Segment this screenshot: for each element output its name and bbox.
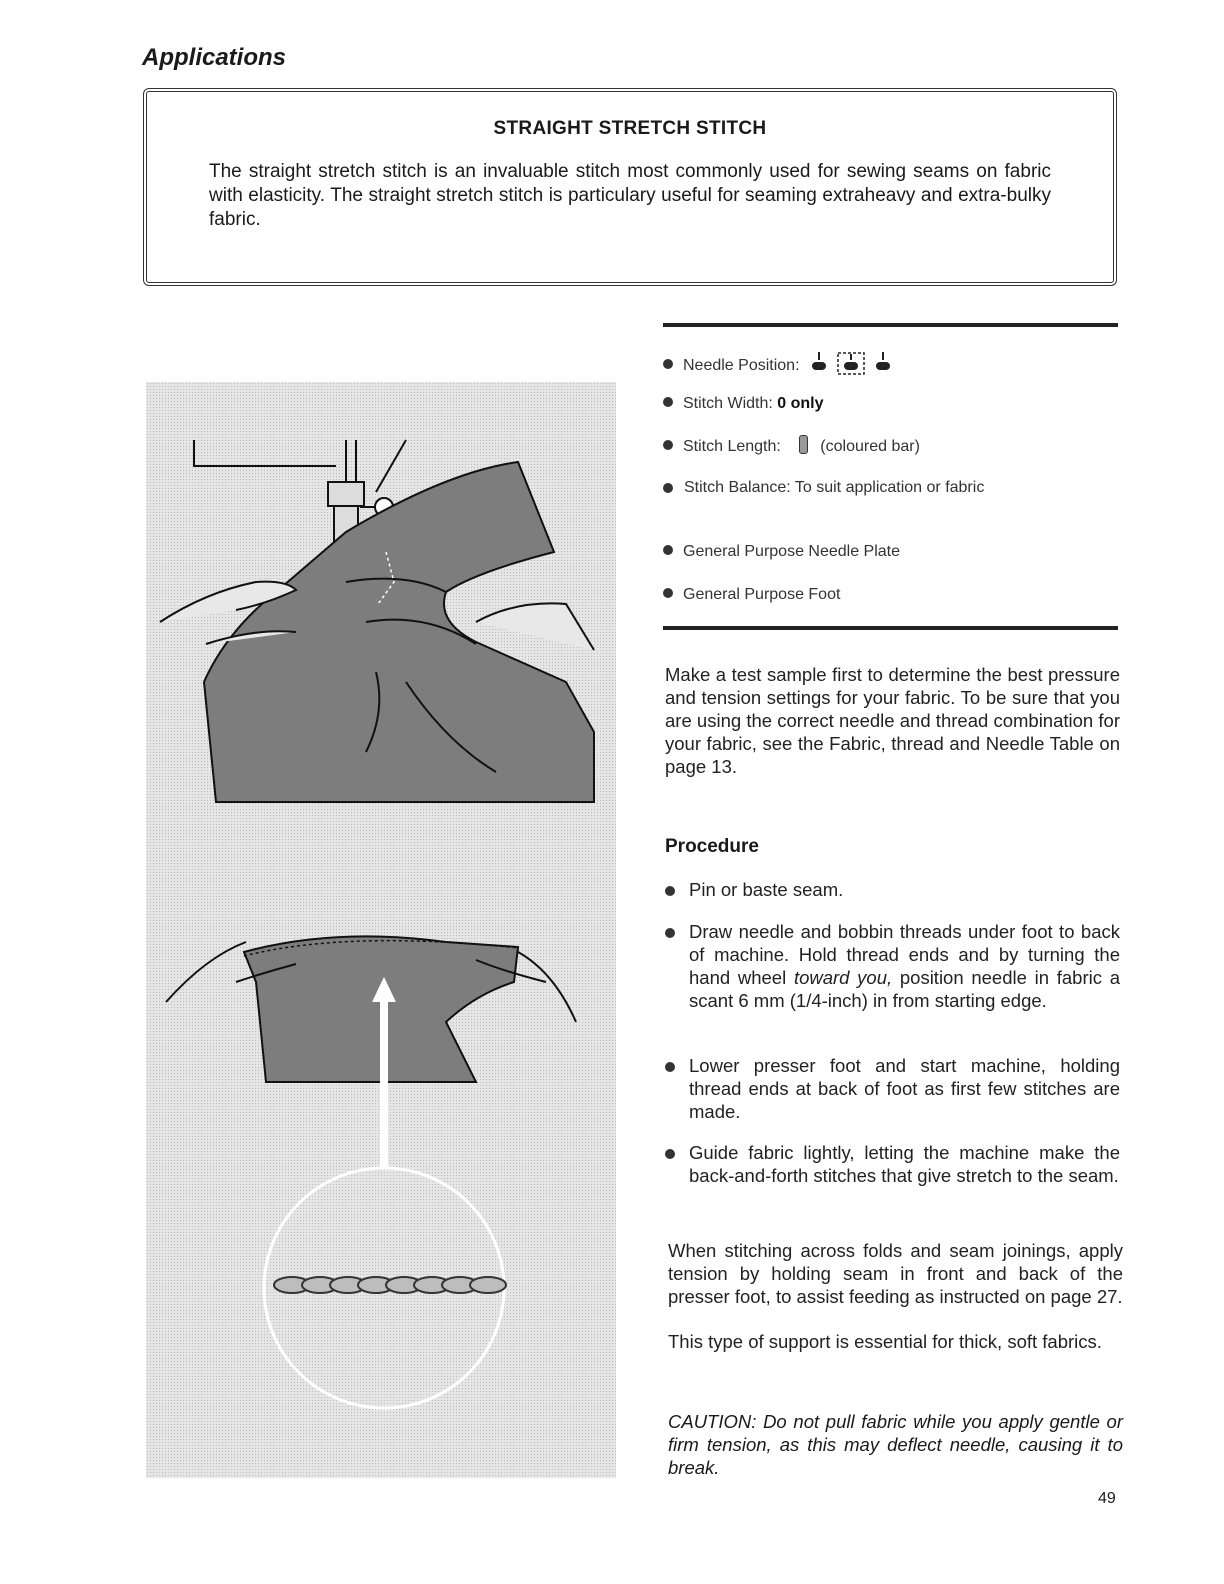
needle-position-icon bbox=[810, 350, 894, 376]
procedure-step: Lower presser foot and start machine, holding thread ends at back of foot as first few stitches are made. bbox=[665, 1054, 1120, 1123]
intro-box bbox=[143, 88, 1117, 286]
procedure-step: Guide fabric lightly, letting the machine make the back-and-forth stitches that give stretch to the seam. bbox=[665, 1141, 1120, 1187]
spec-needle-plate: General Purpose Needle Plate bbox=[663, 541, 900, 562]
procedure-step: Pin or baste seam. bbox=[665, 878, 1120, 901]
bullet-icon bbox=[665, 1149, 675, 1159]
bullet-icon bbox=[663, 545, 673, 555]
support-paragraph: This type of support is essential for thick, soft fabrics. bbox=[668, 1331, 1102, 1352]
spec-stitch-length: Stitch Length: (coloured bar) bbox=[663, 435, 920, 457]
divider bbox=[663, 626, 1118, 630]
bullet-icon bbox=[663, 440, 673, 450]
page-number: 49 bbox=[1098, 1490, 1116, 1507]
spec-stitch-width: Stitch Width: 0 only bbox=[663, 393, 824, 414]
bullet-icon bbox=[663, 397, 673, 407]
spec-needle-position: Needle Position: bbox=[663, 350, 894, 376]
caution-note: CAUTION: Do not pull fabric while you apply gentle or firm tension, as this may deflect needle, causing it to break. bbox=[668, 1411, 1123, 1478]
bullet-icon bbox=[663, 359, 673, 369]
bullet-icon bbox=[663, 588, 673, 598]
intro-text: The straight stretch stitch is an invaluable stitch most commonly used for sewing seams on fabric with elasticity. The straight stretch stitch is particulary useful for seaming extraheavy and extra-bulky fabric. bbox=[209, 161, 1051, 230]
intro-title: STRAIGHT STRETCH STITCH bbox=[493, 118, 767, 139]
sewing-drawing bbox=[146, 382, 616, 1478]
bullet-icon bbox=[665, 886, 675, 896]
bullet-icon bbox=[665, 928, 675, 938]
procedure-heading: Procedure bbox=[665, 836, 759, 857]
section-title: Applications bbox=[142, 44, 287, 71]
sewing-illustration bbox=[146, 382, 616, 1478]
divider bbox=[663, 323, 1118, 327]
bullet-icon bbox=[665, 1062, 675, 1072]
bullet-icon bbox=[663, 483, 673, 493]
test-sample-paragraph: Make a test sample first to determine the best pressure and tension settings for your fabric. To be sure that you are using the correct needle and thread combination for your fabric, see the Fabric, thread and Needle Table on page 13. bbox=[665, 664, 1120, 777]
coloured-bar-icon bbox=[799, 435, 808, 454]
folds-paragraph: When stitching across folds and seam joinings, apply tension by holding seam in front and back of the presser foot, to assist feeding as instructed on page 27. bbox=[668, 1240, 1123, 1307]
spec-stitch-balance: Stitch Balance: To suit application or fabric bbox=[663, 477, 1023, 498]
spec-foot: General Purpose Foot bbox=[663, 584, 840, 605]
stitch-sample bbox=[274, 1277, 506, 1293]
procedure-step: Draw needle and bobbin threads under foot to back of machine. Hold thread ends and by turning the hand wheel toward you, position needle in fabric a scant 6 mm (1/4-inch) in from starting edge. bbox=[665, 920, 1120, 1012]
